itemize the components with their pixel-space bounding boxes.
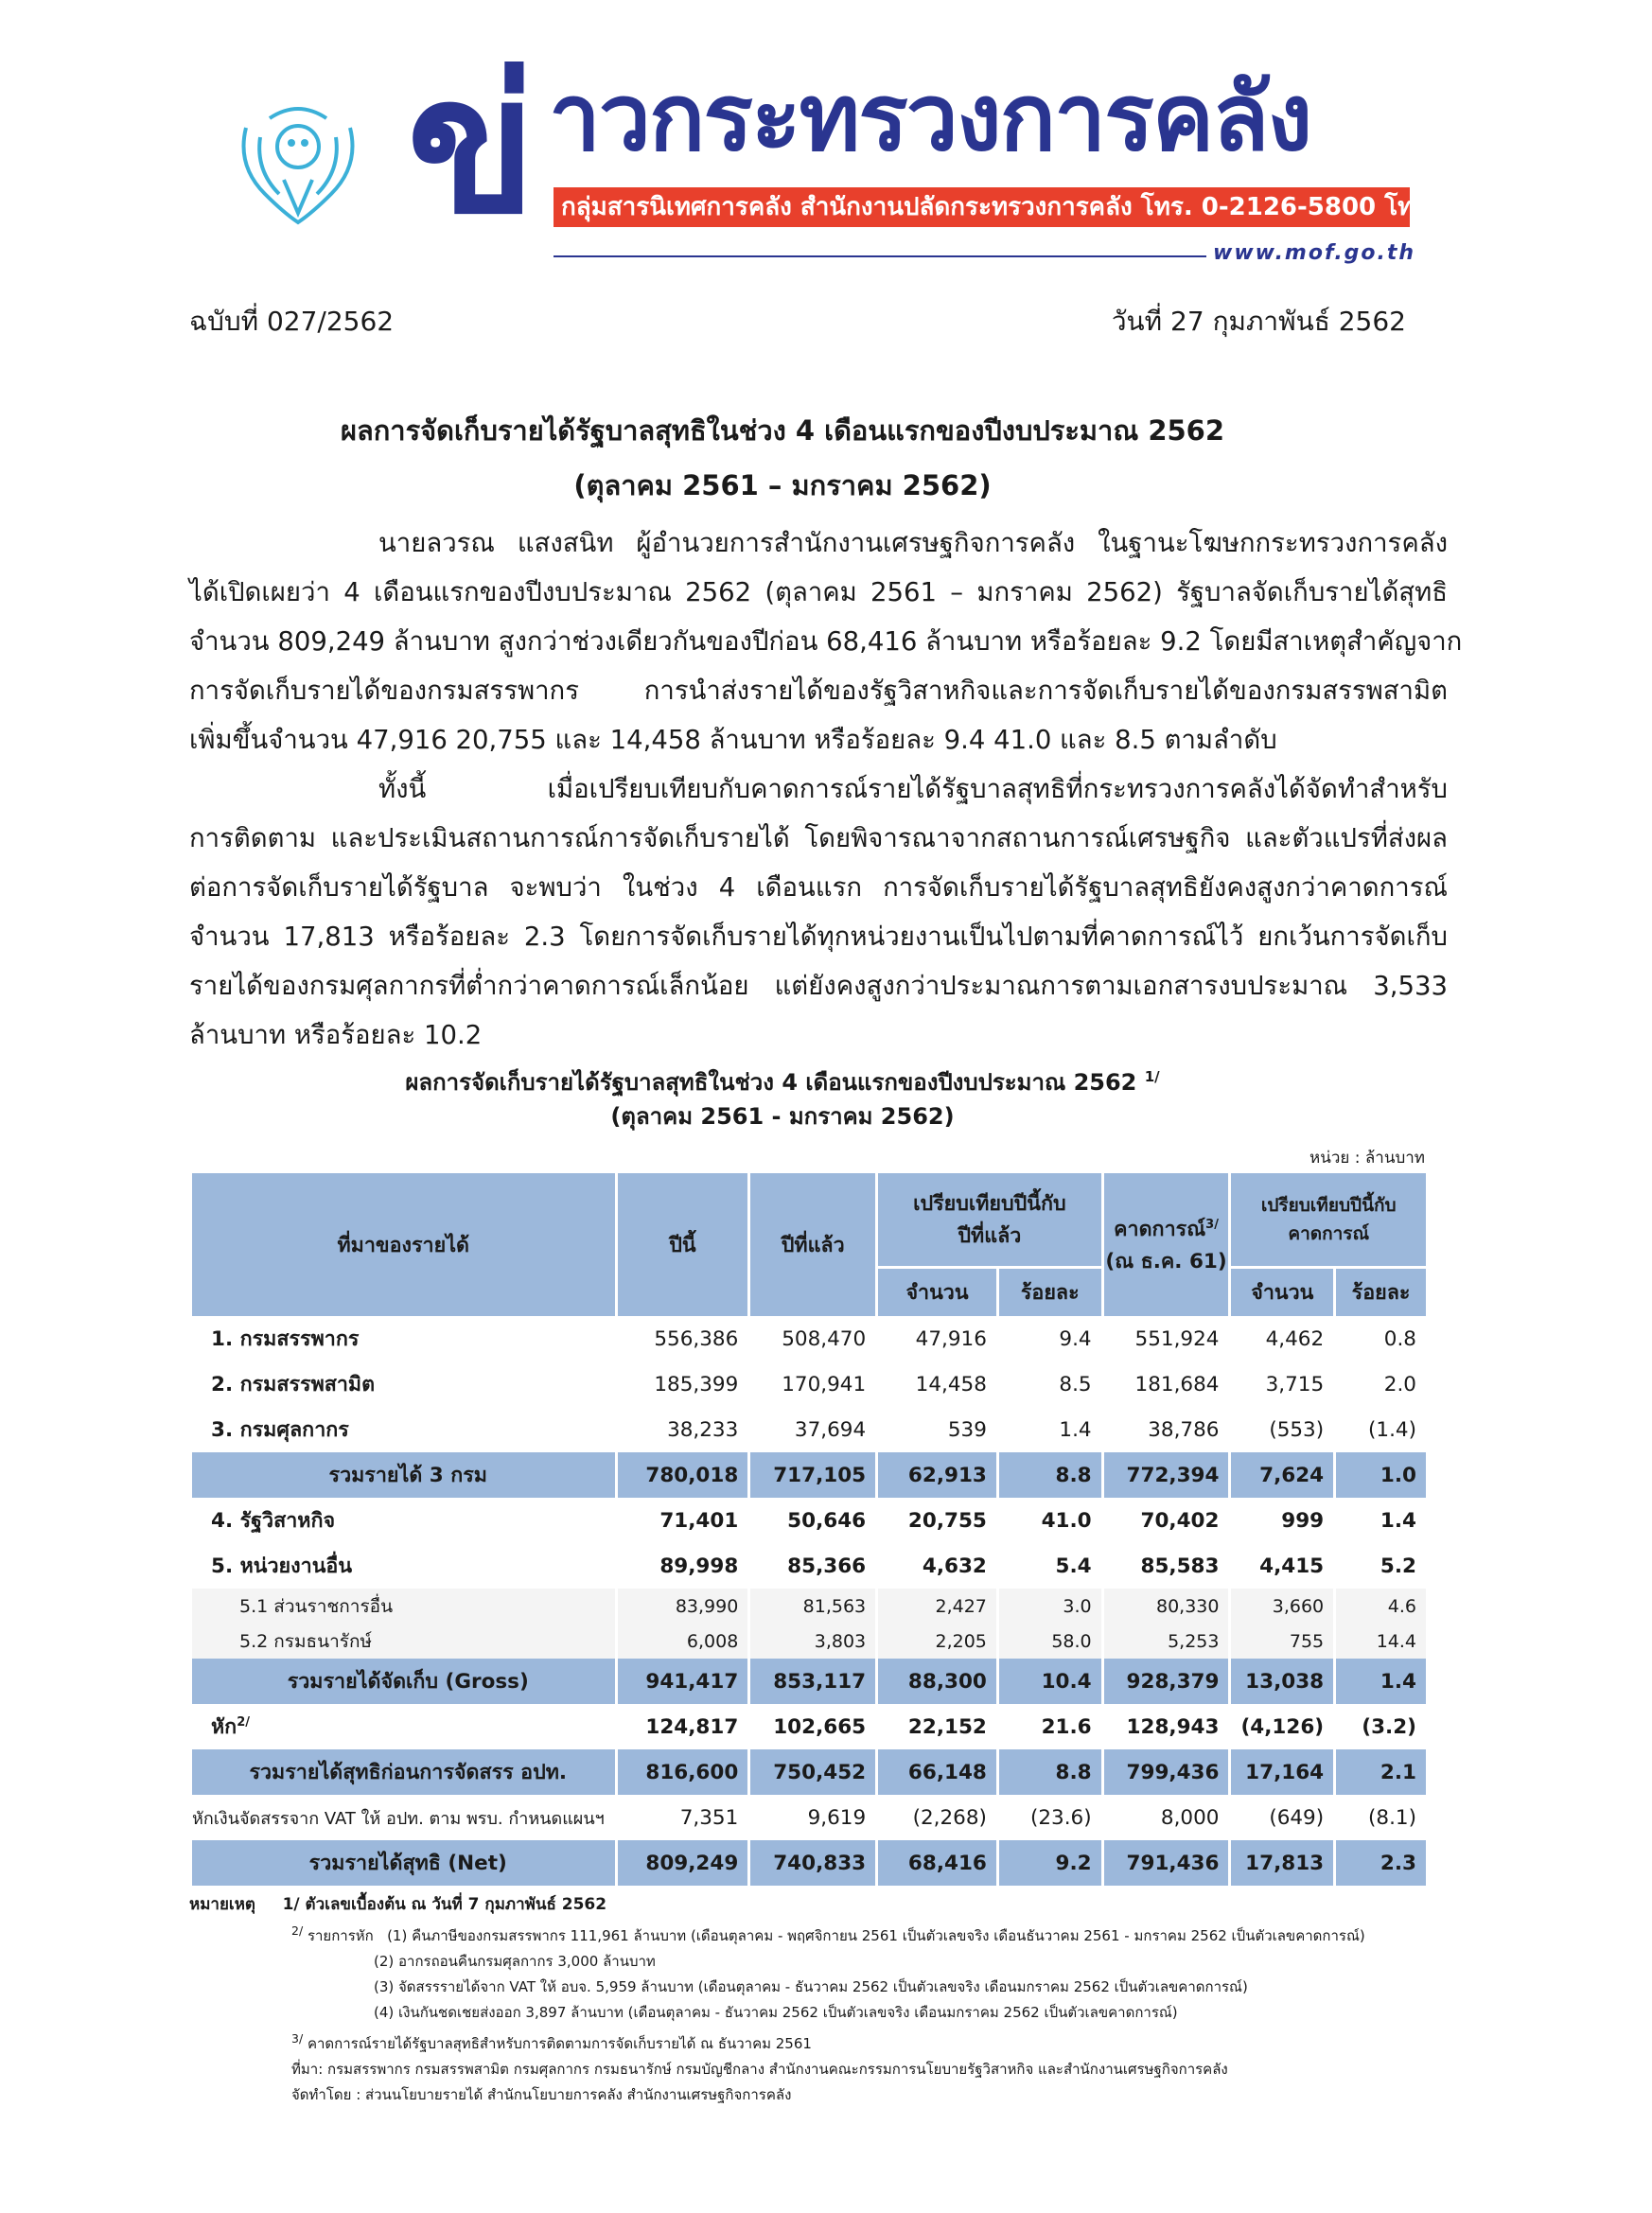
row-label [192, 1498, 615, 1543]
table-cell: 551,924 [1134, 1326, 1220, 1351]
para1-line: เพิ่มขึ้นจำนวน 47,916 20,755 และ 14,458 ล้านบาท หรือร้อยละ 9.4 41.0 และ 8.5 ตามลำดับ [189, 725, 1277, 755]
table-cell: 539 [947, 1417, 987, 1442]
banner-title: าวกระทรวงการคลัง [549, 64, 1311, 172]
table-cell: 128,943 [1126, 1714, 1220, 1739]
para2-line: จำนวน 17,813 หรือร้อยละ 2.3 โดยการจัดเก็บรายได้ทุกหน่วยงานเป็นไปตามที่คาดการณ์ไว้ ยกเว้นการจัดเก็บ [189, 922, 1448, 952]
table-cell: 88,300 [878, 1659, 996, 1704]
footnote-1-text: 1/ ตัวเลขเบื้องต้น ณ วันที่ 7 กุมภาพันธ์ 2562 [282, 1895, 607, 1914]
table-cell: 4,632 [922, 1554, 987, 1578]
table-cell: 4,462 [1265, 1326, 1325, 1351]
revenue-table [189, 1170, 1429, 1886]
row-deductions [192, 1704, 1426, 1749]
banner-contact-strip: กลุ่มสารนิเทศการคลัง สำนักงานปลัดกระทรวงการคลัง โทร. 0-2126-5800 โทรสาร 0-2273-9763 [554, 187, 1410, 227]
table-cell: 0.8 [1383, 1326, 1416, 1351]
footnote-3-sup: 3/ [291, 2031, 304, 2046]
footnote-2-label: รายการหัก [307, 1927, 374, 1944]
table-cell: 80,330 [1104, 1589, 1229, 1624]
row-label-text: รวมรายได้ 3 กรม [328, 1464, 487, 1487]
table-cell: 70,402 [1140, 1508, 1220, 1533]
row-label-text: 5.1 ส่วนราชการอื่น [239, 1595, 394, 1617]
header-percent: ร้อยละ [999, 1266, 1101, 1316]
table-title-footnote: 1/ [1144, 1068, 1160, 1085]
header-forecast-line2: (ณ ธ.ค. 61) [1105, 1249, 1227, 1273]
table-cell: 13,038 [1231, 1659, 1333, 1704]
table-cell: 941,417 [618, 1659, 748, 1704]
header-this-year: ปีนี้ [618, 1170, 748, 1316]
table-cell: 47,916 [915, 1326, 987, 1351]
table-cell: (553) [1269, 1417, 1325, 1442]
row-label-text: 3. กรมศุลกากร [211, 1418, 349, 1442]
table-cell: 1.4 [1336, 1659, 1426, 1704]
table-cell: 21.6 [1041, 1714, 1092, 1739]
header-forecast-text: คาดการณ์ [1114, 1217, 1206, 1241]
table-cell: 755 [1231, 1624, 1333, 1659]
notes-heading: หมายเหตุ [189, 1895, 255, 1914]
paragraph-1 [189, 518, 1463, 764]
para1-line: จำนวน 809,249 ล้านบาท สูงกว่าช่วงเดียวกันของปีก่อน 68,416 ล้านบาท หรือร้อยละ 9.2 โดยมีสาเหตุสำคัญจาก [189, 626, 1463, 657]
row-label-text: หักเงินจัดสรรจาก VAT ให้ อปท. ตาม พรบ. กำหนดแผนฯ [192, 1808, 605, 1829]
table-cell: (1.4) [1368, 1417, 1416, 1442]
header-amount: จำนวน [1231, 1266, 1333, 1316]
table-cell: 5,253 [1104, 1624, 1229, 1659]
row-label [192, 1624, 615, 1659]
table-cell: 50,646 [787, 1508, 867, 1533]
table-cell: 799,436 [1104, 1749, 1229, 1795]
row-label-text: หัก [211, 1715, 237, 1739]
table-period: (ตุลาคม 2561 - มกราคม 2562) [610, 1103, 955, 1130]
header-source: ที่มาของรายได้ [192, 1170, 615, 1316]
row-label [192, 1589, 615, 1624]
table-cell: 853,117 [750, 1659, 875, 1704]
table-cell: 1.0 [1336, 1452, 1426, 1498]
table-cell: 68,416 [878, 1840, 996, 1886]
row-other-govt [192, 1589, 1426, 1624]
row-net-before-allocation [192, 1749, 1426, 1795]
row-label-text: 2. กรมสรรพสามิต [211, 1373, 376, 1396]
row-label [192, 1452, 615, 1498]
table-cell: 102,665 [773, 1714, 867, 1739]
row-label [192, 1659, 615, 1704]
header-last-year: ปีที่แล้ว [750, 1170, 875, 1316]
table-cell: 37,694 [794, 1417, 867, 1442]
table-cell: 8.5 [1059, 1372, 1092, 1396]
table-cell: 17,164 [1231, 1749, 1333, 1795]
table-cell: 38,233 [667, 1417, 739, 1442]
row-vat-allocation [192, 1795, 1426, 1840]
row-label [192, 1749, 615, 1795]
table-cell: 71,401 [659, 1508, 739, 1533]
table-cell: 181,684 [1134, 1372, 1220, 1396]
row-label [192, 1795, 615, 1840]
row-label-sup: 2/ [237, 1714, 250, 1730]
garuda-emblem-icon [227, 90, 369, 232]
row-label-text: รวมรายได้สุทธิ (Net) [308, 1852, 507, 1875]
table-cell: 41.0 [1041, 1508, 1092, 1533]
table-title [0, 1063, 1565, 1100]
footnote-source: ที่มา: กรมสรรพากร กรมสรรพสามิต กรมศุลกากร กรมธนารักษ์ กรมบัญชีกลาง สำนักงานคณะกรรมการนโยบายรัฐวิสาหกิจ และสำนักงานเศรษฐกิจการคลัง [291, 2061, 1228, 2078]
table-cell: 2,427 [878, 1589, 996, 1624]
row-label-text: รวมรายได้จัดเก็บ (Gross) [287, 1670, 529, 1694]
banner-url[interactable]: www.mof.go.th [1213, 241, 1416, 265]
table-cell: 2.0 [1383, 1372, 1416, 1396]
table-cell: 2,205 [878, 1624, 996, 1659]
row-net-total [192, 1840, 1426, 1886]
banner-big-character: ข่ [407, 36, 536, 256]
table-cell: 1.4 [1380, 1508, 1416, 1533]
row-revenue-dept [192, 1316, 1426, 1361]
row-treasury-dept [192, 1624, 1426, 1659]
header-forecast-line1 [1105, 1213, 1228, 1245]
table-cell: 3,660 [1231, 1589, 1333, 1624]
table-cell: 9.2 [999, 1840, 1101, 1886]
table-cell: 58.0 [999, 1624, 1101, 1659]
row-label [192, 1361, 615, 1407]
footnote-1 [189, 1892, 1438, 1918]
row-gross-total [192, 1659, 1426, 1704]
table-cell: (649) [1269, 1805, 1325, 1830]
para1-line: ได้เปิดเผยว่า 4 เดือนแรกของปีงบประมาณ 2562 (ตุลาคม 2561 – มกราคม 2562) รัฐบาลจัดเก็บรายได้สุทธิ [189, 577, 1448, 607]
table-cell: 6,008 [618, 1624, 748, 1659]
headline-period: (ตุลาคม 2561 – มกราคม 2562) [573, 469, 992, 501]
table-cell: 780,018 [618, 1452, 748, 1498]
footnote-2-item: (3) จัดสรรรายได้จาก VAT ให้ อบจ. 5,959 ล้านบาท (เดือนตุลาคม - ธันวาคม 2562 เป็นตัวเลขจริง เดือนมกราคม 2562 เป็นตัวเลขคาดการณ์) [374, 1978, 1248, 1995]
table-cell: 5.2 [1380, 1554, 1416, 1578]
table-cell: 5.4 [1055, 1554, 1092, 1578]
header-compare-last-line2: ปีที่แล้ว [958, 1224, 1022, 1248]
table-cell: 556,386 [654, 1326, 739, 1351]
header-forecast [1104, 1170, 1229, 1316]
table-cell: (8.1) [1368, 1805, 1416, 1830]
row-label-text: 5. หน่วยงานอื่น [211, 1554, 353, 1578]
para2-line: ต่อการจัดเก็บรายได้รัฐบาล จะพบว่า ในช่วง 4 เดือนแรก การจัดเก็บรายได้รัฐบาลสุทธิยังคงสูงกว่าคาดการณ์ [189, 872, 1448, 903]
row-state-enterprises [192, 1498, 1426, 1543]
row-total-3-depts [192, 1452, 1426, 1498]
para1-line: การจัดเก็บรายได้ของกรมสรรพากร การนำส่งรายได้ของรัฐวิสาหกิจและการจัดเก็บรายได้ของกรมสรรพสามิต [189, 676, 1448, 706]
table-title-text: ผลการจัดเก็บรายได้รัฐบาลสุทธิในช่วง 4 เดือนแรกของปีงบประมาณ 2562 [405, 1069, 1137, 1096]
table-cell: 928,379 [1104, 1659, 1229, 1704]
table-cell: 508,470 [782, 1326, 867, 1351]
table-cell: 22,152 [907, 1714, 987, 1739]
header-amount: จำนวน [878, 1266, 996, 1316]
table-cell: 791,436 [1104, 1840, 1229, 1886]
header-compare-forecast [1231, 1170, 1426, 1266]
footnote-2-item: (2) อากรถอนคืนกรมศุลกากร 3,000 ล้านบาท [374, 1953, 656, 1970]
para2-line: รายได้ของกรมศุลกากรที่ต่ำกว่าคาดการณ์เล็กน้อย แต่ยังคงสูงกว่าประมาณการตามเอกสารงบประมาณ 3,533 [189, 971, 1448, 1001]
table-cell: 38,786 [1148, 1417, 1220, 1442]
table-cell: 717,105 [750, 1452, 875, 1498]
table-cell: 81,563 [750, 1589, 875, 1624]
table-cell: (4,126) [1240, 1714, 1325, 1739]
table-cell: 20,755 [907, 1508, 987, 1533]
table-cell: 185,399 [654, 1372, 739, 1396]
issue-number: ฉบับที่ 027/2562 [189, 306, 395, 337]
row-label [192, 1543, 615, 1589]
row-customs-dept [192, 1407, 1426, 1452]
footnotes [189, 1892, 1438, 2108]
table-cell: 8,000 [1160, 1805, 1220, 1830]
table-cell: 89,998 [659, 1554, 739, 1578]
table-cell: 9.4 [1059, 1326, 1092, 1351]
header-compare-fc-line2: คาดการณ์ [1288, 1223, 1370, 1244]
row-excise-dept [192, 1361, 1426, 1407]
row-label-text: 4. รัฐวิสาหกิจ [211, 1509, 336, 1533]
row-label [192, 1704, 615, 1749]
table-unit: หน่วย : ล้านบาท [1309, 1149, 1425, 1168]
table-cell: 7,624 [1231, 1452, 1333, 1498]
footnote-2 [189, 1918, 1438, 1949]
row-label [192, 1407, 615, 1452]
row-label-text: 5.2 กรมธนารักษ์ [239, 1630, 372, 1652]
footnote-2-item: (1) คืนภาษีของกรมสรรพากร 111,961 ล้านบาท (เดือนตุลาคม - พฤศจิกายน 2561 เป็นตัวเลขจริง เดือนธันวาคม 2561 - มกราคม 2562 เป็นตัวเลขคาดการณ์) [387, 1927, 1365, 1944]
table-cell: 7,351 [679, 1805, 739, 1830]
table-cell: 9,619 [807, 1805, 867, 1830]
table-cell: 3,803 [750, 1624, 875, 1659]
table-cell: 14.4 [1336, 1624, 1426, 1659]
footnote-prepared-by: จัดทำโดย : ส่วนนโยบายรายได้ สำนักนโยบายการคลัง สำนักงานเศรษฐกิจการคลัง [291, 2086, 792, 2103]
table-cell: 4,415 [1259, 1554, 1325, 1578]
row-label [192, 1840, 615, 1886]
headline: ผลการจัดเก็บรายได้รัฐบาลสุทธิในช่วง 4 เดือนแรกของปีงบประมาณ 2562 [340, 414, 1225, 447]
header-percent: ร้อยละ [1336, 1266, 1426, 1316]
footnote-2-item: (4) เงินกันชดเชยส่งออก 3,897 ล้านบาท (เดือนตุลาคม - ธันวาคม 2562 เป็นตัวเลขจริง เดือนมกราคม 2562 เป็นตัวเลขคาดการณ์) [374, 2004, 1178, 2021]
table-cell: 2.1 [1336, 1749, 1426, 1795]
table-cell: (3.2) [1362, 1714, 1416, 1739]
table-cell: 999 [1281, 1508, 1325, 1533]
banner-divider [554, 255, 1206, 257]
row-other-agencies [192, 1543, 1426, 1589]
table-cell: 1.4 [1059, 1417, 1092, 1442]
table-cell: 816,600 [618, 1749, 748, 1795]
para2-line: ทั้งนี้ เมื่อเปรียบเทียบกับคาดการณ์รายได้รัฐบาลสุทธิที่กระทรวงการคลังได้จัดทำสำหรับ [378, 774, 1448, 804]
footnote-3-text: คาดการณ์รายได้รัฐบาลสุทธิสำหรับการติดตามการจัดเก็บรายได้ ณ ธันวาคม 2561 [307, 2035, 812, 2052]
footnote-3 [189, 2026, 1438, 2057]
table-cell: 750,452 [750, 1749, 875, 1795]
table-cell: 83,990 [618, 1589, 748, 1624]
table-cell: 2.3 [1336, 1840, 1426, 1886]
table-cell: 3,715 [1265, 1372, 1325, 1396]
row-label-text: 1. กรมสรรพากร [211, 1327, 360, 1351]
table-cell: 170,941 [782, 1372, 867, 1396]
table-cell: 10.4 [999, 1659, 1101, 1704]
table-cell: 62,913 [878, 1452, 996, 1498]
table-cell: 85,583 [1140, 1554, 1220, 1578]
table-cell: 740,833 [750, 1840, 875, 1886]
para2-line: การติดตาม และประเมินสถานการณ์การจัดเก็บรายได้ โดยพิจารณาจากสถานการณ์เศรษฐกิจ และตัวแปรที่ส่งผล [189, 823, 1448, 853]
header-compare-last-year [878, 1170, 1100, 1266]
header-compare-fc-line1: เปรียบเทียบปีนี้กับ [1260, 1195, 1397, 1216]
table-cell: 17,813 [1231, 1840, 1333, 1886]
table-cell: 8.8 [999, 1749, 1101, 1795]
issue-date: วันที่ 27 กุมภาพันธ์ 2562 [1111, 306, 1406, 337]
table-cell: 85,366 [787, 1554, 867, 1578]
table-cell: (2,268) [912, 1805, 987, 1830]
header-compare-last-line1: เปรียบเทียบปีนี้กับ [913, 1192, 1066, 1216]
table-cell: 14,458 [915, 1372, 987, 1396]
row-label-text: รวมรายได้สุทธิก่อนการจัดสรร อปท. [249, 1761, 568, 1784]
footnote-2-sup: 2/ [291, 1923, 304, 1938]
para2-line: ล้านบาท หรือร้อยละ 10.2 [189, 1020, 483, 1050]
table-cell: (23.6) [1029, 1805, 1092, 1830]
paragraph-2 [189, 764, 1448, 1060]
table-cell: 772,394 [1104, 1452, 1229, 1498]
table-cell: 3.0 [999, 1589, 1101, 1624]
table-cell: 66,148 [878, 1749, 996, 1795]
table-cell: 4.6 [1336, 1589, 1426, 1624]
row-label [192, 1316, 615, 1361]
table-cell: 8.8 [999, 1452, 1101, 1498]
para1-line: นายลวรณ แสงสนิท ผู้อำนวยการสำนักงานเศรษฐกิจการคลัง ในฐานะโฆษกกระทรวงการคลัง [378, 528, 1448, 558]
table-cell: 809,249 [618, 1840, 748, 1886]
header-forecast-sup: 3/ [1205, 1217, 1219, 1232]
table-cell: 124,817 [645, 1714, 739, 1739]
